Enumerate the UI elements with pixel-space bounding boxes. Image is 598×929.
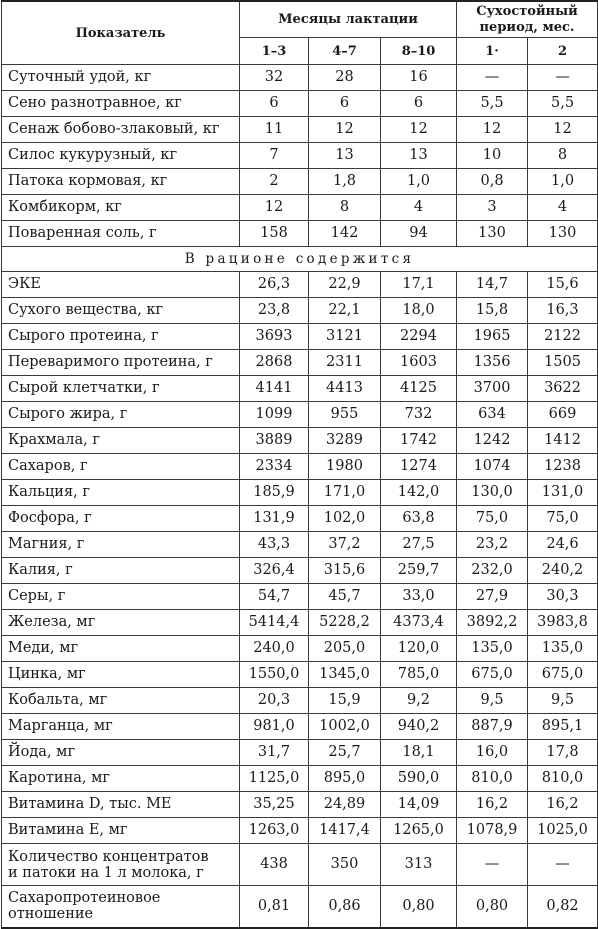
- cell-value: 1980: [309, 454, 381, 480]
- row-label-line: отношение: [8, 906, 94, 923]
- row-label: Сырой клетчатки, г: [2, 376, 240, 402]
- indicator-header: Показатель: [2, 1, 240, 65]
- cell-value: 313: [381, 844, 457, 886]
- cell-value: 2: [240, 169, 309, 195]
- cell-value: 63,8: [381, 506, 457, 532]
- table-row: [2, 740, 598, 766]
- table-row: [2, 636, 598, 662]
- cell-value: 1345,0: [309, 662, 381, 688]
- cell-value: 102,0: [309, 506, 381, 532]
- table-row: [2, 324, 598, 350]
- cell-value: 1603: [381, 350, 457, 376]
- cell-value: 131,0: [528, 480, 598, 506]
- cell-value: 6: [309, 91, 381, 117]
- table-row: [2, 610, 598, 636]
- cell-value: 3892,2: [457, 610, 528, 636]
- cell-value: 0,80: [381, 886, 457, 928]
- row-label: Силос кукурузный, кг: [2, 143, 240, 169]
- cell-value: 20,3: [240, 688, 309, 714]
- row-label: Фосфора, г: [2, 506, 240, 532]
- row-label: Йода, мг: [2, 740, 240, 766]
- cell-value: 1074: [457, 454, 528, 480]
- cell-value: 75,0: [457, 506, 528, 532]
- table-row: [2, 480, 598, 506]
- cell-value: 3: [457, 195, 528, 221]
- cell-value: 25,7: [309, 740, 381, 766]
- cell-value: 18,1: [381, 740, 457, 766]
- table-row: [2, 91, 598, 117]
- cell-value: 4: [381, 195, 457, 221]
- cell-value: 12: [240, 195, 309, 221]
- cell-value: 1505: [528, 350, 598, 376]
- cell-value: 158: [240, 221, 309, 247]
- cell-value: 14,09: [381, 792, 457, 818]
- table-row: [2, 376, 598, 402]
- cell-value: 9,5: [457, 688, 528, 714]
- cell-value: 120,0: [381, 636, 457, 662]
- cell-value: 16: [381, 65, 457, 91]
- nutrient-rows: [2, 272, 598, 928]
- row-label: Серы, г: [2, 584, 240, 610]
- row-label: Витамина Е, мг: [2, 818, 240, 844]
- row-label: Сырого протеина, г: [2, 324, 240, 350]
- table-row: [2, 402, 598, 428]
- row-label: [2, 844, 240, 886]
- cell-value: 7: [240, 143, 309, 169]
- cell-value: 205,0: [309, 636, 381, 662]
- cell-value: 259,7: [381, 558, 457, 584]
- cell-value: 1417,4: [309, 818, 381, 844]
- table-row: [2, 844, 598, 886]
- cell-value: —: [528, 65, 598, 91]
- cell-value: 1,0: [528, 169, 598, 195]
- cell-value: 30,3: [528, 584, 598, 610]
- cell-value: 955: [309, 402, 381, 428]
- cell-value: 27,9: [457, 584, 528, 610]
- cell-value: 130: [457, 221, 528, 247]
- table-row: [2, 65, 598, 91]
- row-label: Поваренная соль, г: [2, 221, 240, 247]
- cell-value: 2122: [528, 324, 598, 350]
- cell-value: 26,3: [240, 272, 309, 298]
- cell-value: 0,86: [309, 886, 381, 928]
- cell-value: 22,9: [309, 272, 381, 298]
- row-label: Цинка, мг: [2, 662, 240, 688]
- cell-value: 1099: [240, 402, 309, 428]
- cell-value: 16,2: [457, 792, 528, 818]
- cell-value: 22,1: [309, 298, 381, 324]
- cell-value: 9,5: [528, 688, 598, 714]
- month-4-7-header: 4–7: [309, 38, 381, 65]
- table-row: [2, 688, 598, 714]
- row-label: Калия, г: [2, 558, 240, 584]
- cell-value: 12: [457, 117, 528, 143]
- lactation-header: Месяцы лактации: [240, 1, 457, 38]
- row-label: Сырого жира, г: [2, 402, 240, 428]
- cell-value: 1274: [381, 454, 457, 480]
- dry-period-line2: период, мес.: [479, 19, 575, 35]
- row-label: Сенаж бобово-злаковый, кг: [2, 117, 240, 143]
- cell-value: 810,0: [528, 766, 598, 792]
- cell-value: 785,0: [381, 662, 457, 688]
- cell-value: 669: [528, 402, 598, 428]
- cell-value: 135,0: [528, 636, 598, 662]
- cell-value: 1242: [457, 428, 528, 454]
- row-label: Суточный удой, кг: [2, 65, 240, 91]
- row-label: Крахмала, г: [2, 428, 240, 454]
- table-row: [2, 298, 598, 324]
- table-row: [2, 143, 598, 169]
- cell-value: 2334: [240, 454, 309, 480]
- row-label: Меди, мг: [2, 636, 240, 662]
- cell-value: 24,89: [309, 792, 381, 818]
- cell-value: 43,3: [240, 532, 309, 558]
- cell-value: 4373,4: [381, 610, 457, 636]
- cell-value: 1550,0: [240, 662, 309, 688]
- cell-value: 981,0: [240, 714, 309, 740]
- row-label-line: и патоки на 1 л молока, г: [8, 864, 204, 881]
- row-label: Переваримого протеина, г: [2, 350, 240, 376]
- row-label: Кальция, г: [2, 480, 240, 506]
- dry-month-2-header: 2: [528, 38, 598, 65]
- cell-value: 12: [309, 117, 381, 143]
- cell-value: 6: [240, 91, 309, 117]
- table-row: [2, 766, 598, 792]
- cell-value: 27,5: [381, 532, 457, 558]
- table-row: [2, 558, 598, 584]
- cell-value: 24,6: [528, 532, 598, 558]
- row-label-line: Сахаропротеиновое: [8, 890, 161, 907]
- cell-value: 0,82: [528, 886, 598, 928]
- cell-value: 1,0: [381, 169, 457, 195]
- table-row: [2, 506, 598, 532]
- cell-value: 4: [528, 195, 598, 221]
- section-title: В рационе содержится: [2, 247, 598, 272]
- cell-value: 240,0: [240, 636, 309, 662]
- feed-rows: [2, 65, 598, 247]
- cell-value: 3289: [309, 428, 381, 454]
- cell-value: 5228,2: [309, 610, 381, 636]
- cell-value: 2868: [240, 350, 309, 376]
- cell-value: 326,4: [240, 558, 309, 584]
- dry-period-line1: Сухостойный: [476, 3, 578, 19]
- row-label-line: Количество концентратов: [8, 848, 209, 865]
- row-label: Сухого вещества, кг: [2, 298, 240, 324]
- cell-value: 37,2: [309, 532, 381, 558]
- table-row: [2, 532, 598, 558]
- row-label: Сахаров, г: [2, 454, 240, 480]
- cell-value: 675,0: [457, 662, 528, 688]
- table-row: [2, 584, 598, 610]
- cell-value: 1078,9: [457, 818, 528, 844]
- table-row: [2, 454, 598, 480]
- cell-value: 810,0: [457, 766, 528, 792]
- cell-value: 13: [381, 143, 457, 169]
- cell-value: 1238: [528, 454, 598, 480]
- cell-value: 14,7: [457, 272, 528, 298]
- cell-value: 1263,0: [240, 818, 309, 844]
- cell-value: 185,9: [240, 480, 309, 506]
- cell-value: 11: [240, 117, 309, 143]
- cell-value: —: [457, 65, 528, 91]
- month-1-3-header: 1–3: [240, 38, 309, 65]
- row-label: Комбикорм, кг: [2, 195, 240, 221]
- month-8-10-header: 8–10: [381, 38, 457, 65]
- table-row: [2, 792, 598, 818]
- cell-value: 3121: [309, 324, 381, 350]
- cell-value: 16,2: [528, 792, 598, 818]
- cell-value: 75,0: [528, 506, 598, 532]
- table-row: [2, 428, 598, 454]
- table-row: [2, 818, 598, 844]
- cell-value: 315,6: [309, 558, 381, 584]
- cell-value: 438: [240, 844, 309, 886]
- cell-value: 1356: [457, 350, 528, 376]
- cell-value: 895,1: [528, 714, 598, 740]
- cell-value: 5414,4: [240, 610, 309, 636]
- cell-value: 32: [240, 65, 309, 91]
- cell-value: 5,5: [528, 91, 598, 117]
- cell-value: 3983,8: [528, 610, 598, 636]
- cell-value: 13: [309, 143, 381, 169]
- cell-value: 2294: [381, 324, 457, 350]
- cell-value: 350: [309, 844, 381, 886]
- cell-value: 232,0: [457, 558, 528, 584]
- cell-value: 35,25: [240, 792, 309, 818]
- row-label: Марганца, мг: [2, 714, 240, 740]
- cell-value: 142,0: [381, 480, 457, 506]
- cell-value: 1265,0: [381, 818, 457, 844]
- ration-table: [1, 0, 598, 929]
- cell-value: 142: [309, 221, 381, 247]
- cell-value: 1125,0: [240, 766, 309, 792]
- table-row: [2, 221, 598, 247]
- row-label: Магния, г: [2, 532, 240, 558]
- cell-value: 131,9: [240, 506, 309, 532]
- section: [2, 247, 598, 272]
- cell-value: 675,0: [528, 662, 598, 688]
- cell-value: 8: [528, 143, 598, 169]
- cell-value: 9,2: [381, 688, 457, 714]
- table-row: [2, 662, 598, 688]
- cell-value: 17,8: [528, 740, 598, 766]
- cell-value: 130: [528, 221, 598, 247]
- cell-value: 15,6: [528, 272, 598, 298]
- cell-value: 6: [381, 91, 457, 117]
- cell-value: 16,0: [457, 740, 528, 766]
- row-label: Патока кормовая, кг: [2, 169, 240, 195]
- cell-value: 0,8: [457, 169, 528, 195]
- cell-value: 5,5: [457, 91, 528, 117]
- cell-value: 3693: [240, 324, 309, 350]
- dry-month-1-header: 1·: [457, 38, 528, 65]
- cell-value: 17,1: [381, 272, 457, 298]
- cell-value: 10: [457, 143, 528, 169]
- cell-value: 15,9: [309, 688, 381, 714]
- cell-value: 1025,0: [528, 818, 598, 844]
- cell-value: 887,9: [457, 714, 528, 740]
- row-label: Сено разнотравное, кг: [2, 91, 240, 117]
- cell-value: 130,0: [457, 480, 528, 506]
- cell-value: 732: [381, 402, 457, 428]
- cell-value: 940,2: [381, 714, 457, 740]
- cell-value: 45,7: [309, 584, 381, 610]
- cell-value: 4125: [381, 376, 457, 402]
- cell-value: 23,2: [457, 532, 528, 558]
- row-label: Железа, мг: [2, 610, 240, 636]
- table-row: [2, 272, 598, 298]
- cell-value: 12: [381, 117, 457, 143]
- cell-value: 0,80: [457, 886, 528, 928]
- cell-value: 31,7: [240, 740, 309, 766]
- cell-value: 23,8: [240, 298, 309, 324]
- cell-value: 28: [309, 65, 381, 91]
- cell-value: 1965: [457, 324, 528, 350]
- cell-value: 18,0: [381, 298, 457, 324]
- cell-value: 33,0: [381, 584, 457, 610]
- table-row: [2, 195, 598, 221]
- cell-value: 4413: [309, 376, 381, 402]
- cell-value: —: [528, 844, 598, 886]
- cell-value: 590,0: [381, 766, 457, 792]
- cell-value: 135,0: [457, 636, 528, 662]
- cell-value: 240,2: [528, 558, 598, 584]
- table-row: [2, 169, 598, 195]
- row-label: Каротина, мг: [2, 766, 240, 792]
- row-label: ЭКЕ: [2, 272, 240, 298]
- cell-value: 12: [528, 117, 598, 143]
- cell-value: 1742: [381, 428, 457, 454]
- cell-value: —: [457, 844, 528, 886]
- cell-value: 1,8: [309, 169, 381, 195]
- cell-value: 1002,0: [309, 714, 381, 740]
- row-label: Витамина D, тыс. МЕ: [2, 792, 240, 818]
- cell-value: 3622: [528, 376, 598, 402]
- cell-value: 94: [381, 221, 457, 247]
- cell-value: 634: [457, 402, 528, 428]
- cell-value: 8: [309, 195, 381, 221]
- cell-value: 0,81: [240, 886, 309, 928]
- table-row: [2, 117, 598, 143]
- cell-value: 4141: [240, 376, 309, 402]
- cell-value: 54,7: [240, 584, 309, 610]
- cell-value: 2311: [309, 350, 381, 376]
- cell-value: 1412: [528, 428, 598, 454]
- cell-value: 3889: [240, 428, 309, 454]
- cell-value: 15,8: [457, 298, 528, 324]
- table-row: [2, 714, 598, 740]
- dry-period-header: [457, 1, 598, 38]
- row-label: Кобальта, мг: [2, 688, 240, 714]
- cell-value: 16,3: [528, 298, 598, 324]
- cell-value: 171,0: [309, 480, 381, 506]
- cell-value: 3700: [457, 376, 528, 402]
- cell-value: 895,0: [309, 766, 381, 792]
- table-row: [2, 350, 598, 376]
